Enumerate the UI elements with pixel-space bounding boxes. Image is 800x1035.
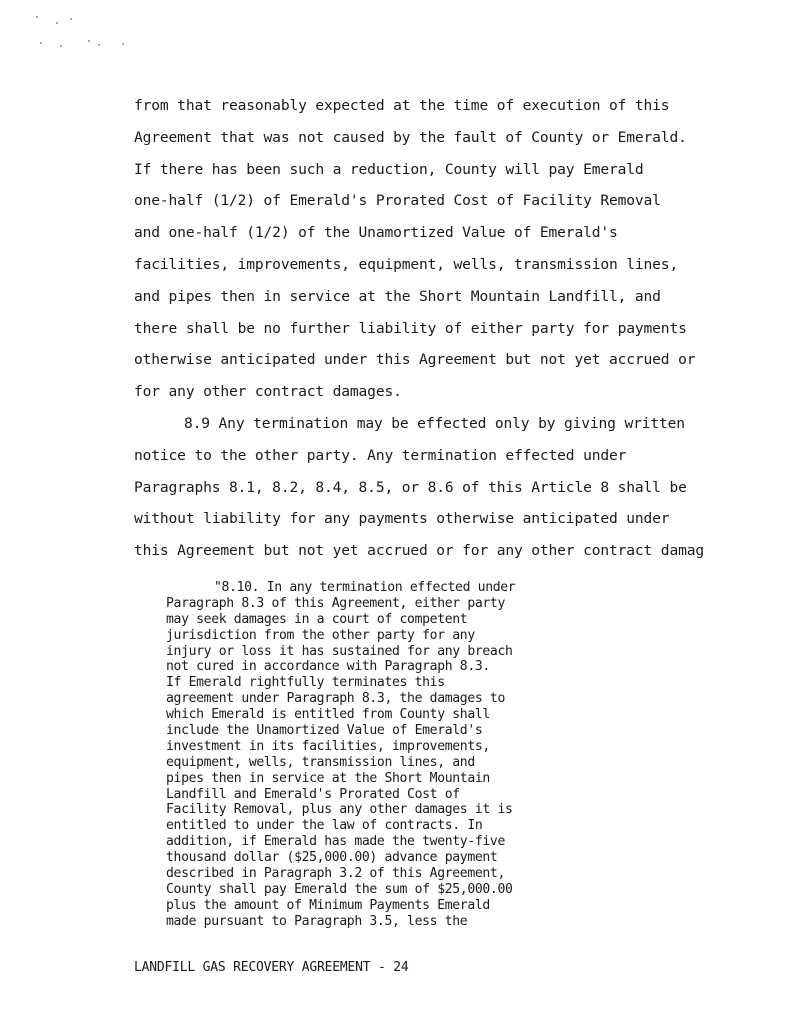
quote-line: addition, if Emerald has made the twenty-five — [166, 834, 505, 850]
quote-line: may seek damages in a court of competent — [166, 611, 468, 627]
body-line: If there has been such a reduction, County will pay Emerald — [134, 160, 644, 178]
quote-line: If Emerald rightfully terminates this — [166, 675, 445, 691]
quote-line: "8.10. In any termination effected under — [214, 580, 516, 595]
scan-speck — [56, 22, 58, 24]
quote-line: include the Unamortized Value of Emerald's — [166, 723, 483, 739]
quote-line: pipes then in service at the Short Mountain — [166, 770, 490, 786]
quote-line: investment in its facilities, improvements, — [166, 738, 490, 754]
body-line: this Agreement but not yet accrued or for any other contract damag — [134, 542, 704, 560]
body-line: without liability for any payments otherwise anticipated under — [134, 510, 670, 528]
body-line: from that reasonably expected at the time of execution of this — [134, 97, 670, 114]
scan-speck — [98, 44, 100, 46]
body-line: notice to the other party. Any termination effected under — [134, 446, 627, 464]
page-footer: LANDFILL GAS RECOVERY AGREEMENT - 24 — [134, 960, 409, 975]
quoted-section-8-10 — [166, 580, 636, 930]
body-line: and one-half (1/2) of the Unamortized Value of Emerald's — [134, 224, 618, 242]
quote-line: Landfill and Emerald's Prorated Cost of — [166, 786, 460, 802]
scan-speck — [70, 18, 72, 20]
quote-line: Facility Removal, plus any other damages it is — [166, 802, 513, 818]
quote-line: made pursuant to Paragraph 3.5, less the — [166, 913, 468, 929]
body-line: Agreement that was not caused by the fault of County or Emerald. — [134, 128, 687, 146]
quote-line: Paragraph 8.3 of this Agreement, either party — [166, 595, 505, 611]
quote-line: agreement under Paragraph 8.3, the damages to — [166, 691, 505, 707]
quote-line: County shall pay Emerald the sum of $25,000.00 — [166, 881, 513, 897]
section-8-9-heading-line: 8.9 Any termination may be effected only by giving written — [184, 414, 685, 432]
body-text — [134, 90, 800, 567]
scan-speck — [88, 40, 90, 42]
quote-line: not cured in accordance with Paragraph 8.3. — [166, 659, 490, 675]
body-line: Paragraphs 8.1, 8.2, 8.4, 8.5, or 8.6 of this Article 8 shall be — [134, 478, 687, 496]
body-line: there shall be no further liability of either party for payments — [134, 319, 687, 337]
scan-speck — [122, 43, 124, 45]
scan-speck — [40, 42, 42, 44]
body-line: facilities, improvements, equipment, wells, transmission lines, — [134, 255, 679, 273]
body-line: and pipes then in service at the Short Mountain Landfill, and — [134, 287, 661, 305]
body-line: one-half (1/2) of Emerald's Prorated Cost of Facility Removal — [134, 192, 661, 210]
quote-line: entitled to under the law of contracts. In — [166, 818, 483, 834]
body-line: otherwise anticipated under this Agreement but not yet accrued or — [134, 351, 696, 369]
quote-line: jurisdiction from the other party for any — [166, 627, 475, 643]
body-line: for any other contract damages. — [134, 383, 402, 401]
quote-line: injury or loss it has sustained for any breach — [166, 643, 513, 659]
quote-line: described in Paragraph 3.2 of this Agreement, — [166, 866, 505, 882]
quote-line: thousand dollar ($25,000.00) advance payment — [166, 850, 498, 866]
scan-speck — [36, 16, 38, 18]
quote-line: which Emerald is entitled from County shall — [166, 707, 490, 723]
scan-speck — [60, 45, 62, 47]
quote-line: equipment, wells, transmission lines, and — [166, 754, 475, 770]
quote-line: plus the amount of Minimum Payments Emerald — [166, 897, 490, 913]
